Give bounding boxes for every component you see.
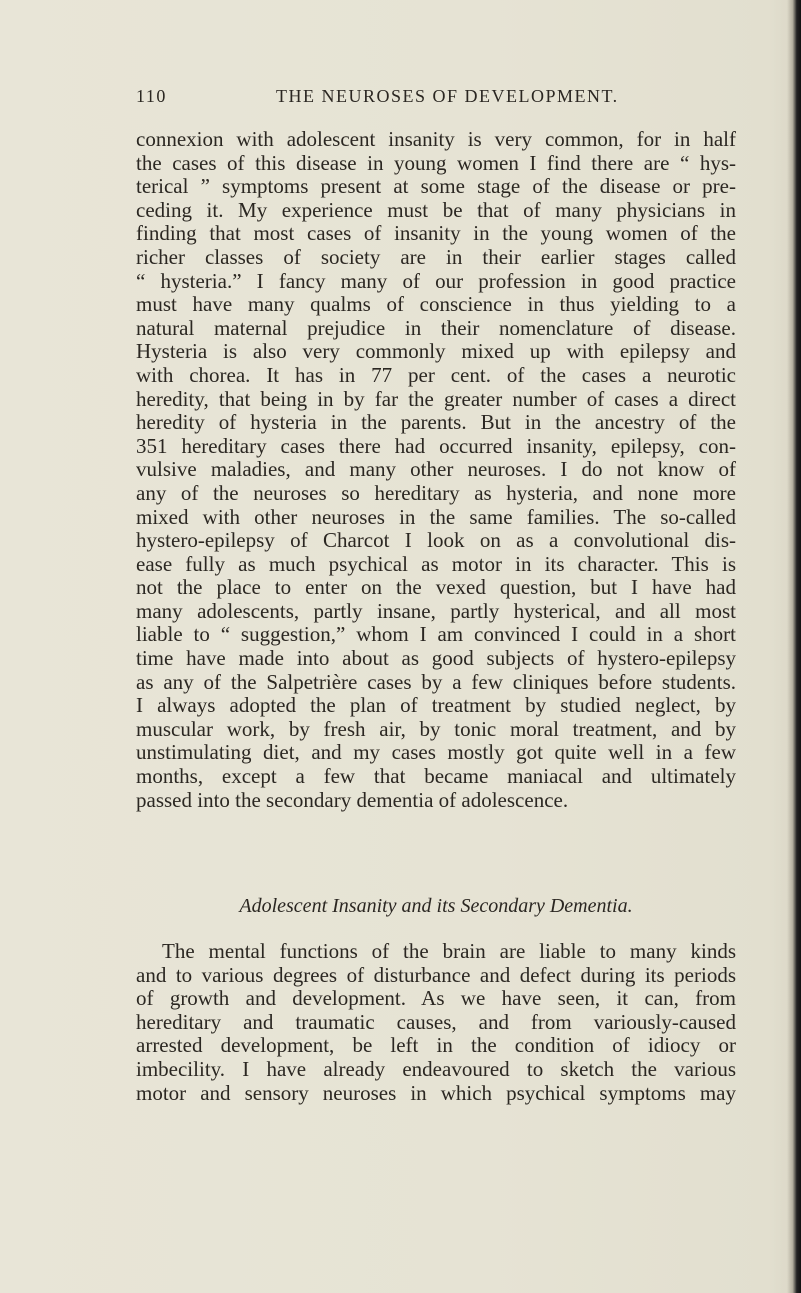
text-line: The mental functions of the brain are liable to many kinds bbox=[162, 939, 736, 963]
text-line: hereditary and traumatic causes, and from variously-caused bbox=[136, 1009, 736, 1034]
page-header bbox=[136, 86, 656, 112]
text-line: Hysteria is also very commonly mixed up with epilepsy and bbox=[136, 339, 736, 364]
text-line: heredity, that being in by far the greater number of cases a direct bbox=[136, 386, 736, 411]
text-line: imbecility. I have already endeavoured to sketch the various bbox=[136, 1056, 736, 1081]
text-line: finding that most cases of insanity in the young women of the bbox=[136, 221, 736, 246]
text-line: terical ” symptoms present at some stage of the disease or pre- bbox=[136, 174, 736, 199]
section-heading: Adolescent Insanity and its Secondary Dementia. bbox=[239, 895, 633, 917]
text-line: vulsive maladies, and many other neuroses. I do not know of bbox=[136, 457, 736, 482]
text-line: hystero-epilepsy of Charcot I look on as a convolutional dis- bbox=[136, 528, 736, 553]
text-line: and to various degrees of disturbance and defect during its periods bbox=[136, 962, 736, 987]
text-line: connexion with adolescent insanity is very common, for in half bbox=[136, 127, 736, 151]
page-edge-shadow bbox=[787, 0, 801, 1293]
text-line: heredity of hysteria in the parents. But in the ancestry of the bbox=[136, 410, 736, 435]
text-line: the cases of this disease in young women I find there are “ hys- bbox=[136, 150, 736, 175]
text-line: months, except a few that became maniacal and ultimately bbox=[136, 764, 736, 789]
text-line: I always adopted the plan of treatment by studied neglect, by bbox=[136, 693, 736, 718]
text-line: “ hysteria.” I fancy many of our profession in good practice bbox=[136, 268, 736, 293]
text-line: ceding it. My experience must be that of many physicians in bbox=[136, 197, 736, 222]
page-number: 110 bbox=[136, 86, 167, 106]
text-line: time have made into about as good subjects of hystero-epilepsy bbox=[136, 646, 736, 671]
text-line: muscular work, by fresh air, by tonic moral treatment, and by bbox=[136, 716, 736, 741]
text-line: passed into the secondary dementia of adolescence. bbox=[136, 787, 569, 812]
text-line: mixed with other neuroses in the same families. The so-called bbox=[136, 504, 736, 529]
text-line: must have many qualms of conscience in thus yielding to a bbox=[136, 292, 736, 317]
paragraph-1 bbox=[136, 128, 736, 812]
text-line: as any of the Salpetrière cases by a few cliniques before students. bbox=[136, 669, 736, 694]
running-title: THE NEUROSES OF DEVELOPMENT. bbox=[276, 86, 619, 106]
paragraph-2 bbox=[136, 940, 736, 1105]
text-line: arrested development, be left in the condition of idiocy or bbox=[136, 1033, 736, 1058]
text-line: any of the neuroses so hereditary as hysteria, and none more bbox=[136, 480, 736, 505]
text-line: not the place to enter on the vexed question, but I have had bbox=[136, 575, 736, 600]
text-line: with chorea. It has in 77 per cent. of the cases a neurotic bbox=[136, 362, 736, 387]
text-line: natural maternal prejudice in their nomenclature of disease. bbox=[136, 315, 736, 340]
text-line: many adolescents, partly insane, partly hysterical, and all most bbox=[136, 598, 736, 623]
text-line: ease fully as much psychical as motor in its character. This is bbox=[136, 551, 736, 576]
text-line: richer classes of society are in their earlier stages called bbox=[136, 244, 736, 269]
text-line: 351 hereditary cases there had occurred insanity, epilepsy, con- bbox=[136, 433, 736, 458]
text-line: liable to “ suggestion,” whom I am convinced I could in a short bbox=[136, 622, 736, 647]
text-line: motor and sensory neuroses in which psychical symptoms may bbox=[136, 1080, 736, 1105]
text-line: unstimulating diet, and my cases mostly got quite well in a few bbox=[136, 740, 736, 765]
text-line: of growth and development. As we have seen, it can, from bbox=[136, 986, 736, 1011]
